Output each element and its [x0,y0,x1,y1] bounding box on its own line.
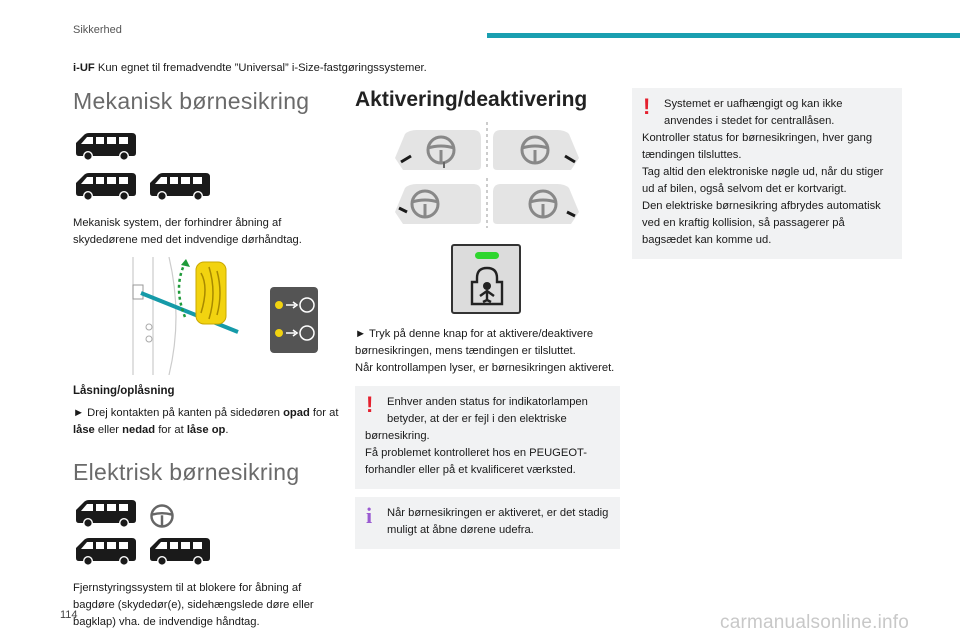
intro-text: Kun egnet til fremadvendte ”Universal” i-Size-fastgøringssystemer. [94,62,427,74]
door-switch-illustration [73,257,333,375]
child-lock-button[interactable] [451,244,521,314]
info-box-outside [355,497,620,549]
intro-line [73,60,427,76]
lock-unlock-instruction [73,405,343,439]
vehicle-icons-row2 [73,171,343,205]
text-fragment: for at [309,407,339,419]
indicator-lamp [475,252,499,259]
warning-text-3: Tag altid den elektroniske nøgle ud, når du stiger ud af bilen, også selvom det er kortvarigt. [642,166,884,195]
text-fragment: eller [94,424,123,436]
lock-unlock-heading: Låsning/oplåsning [73,385,175,397]
page-number: 114 [60,609,78,621]
info-icon: i [366,503,373,528]
bullet-arrow: ► [355,328,367,340]
warning-icon: ! [643,94,651,119]
warning-box-independent [632,88,902,259]
heading-mechanical-lock: Mekanisk børnesikring [73,88,310,114]
electric-description: Fjernstyringssystem til at blokere for åbning af bagdøre (skydedør(e), sidehængslede døre eller bagklap) vha. de indvendige håndtag. [73,582,314,628]
warning-text-2: Kontroller status for børnesikringen, hver gang tændingen tilsluttes. [642,132,873,161]
vehicle-icons-row4 [73,536,343,570]
text-fragment: . [225,424,229,436]
van-short-icon [73,498,139,530]
warning-text: Systemet er uafhængigt og kan ikke anvendes i stedet for centrallåsen. [664,98,843,127]
text-bold: låse op [186,424,226,436]
column-mechanical [73,88,343,631]
child-lock-icon [469,266,505,306]
warning-text-cont: børnesikring. [365,430,430,442]
info-text: Når børnesikringen er aktiveret, er det stadig muligt at åbne dørene udefra. [387,507,609,536]
vehicle-icons-row3 [73,498,343,532]
vehicle-icons-row1 [73,131,343,165]
section-accent-bar [487,33,960,38]
heading-electric-lock: Elektrisk børnesikring [73,459,300,485]
van-long-icon [147,536,213,568]
watermark: carmanualsonline.info [720,612,910,633]
mechanical-description: Mekanisk system, der forhindrer åbning af skydedørene med det indvendige dørhåndtag. [73,217,302,246]
warning-text: Enhver anden status for indikatorlampen betyder, at der er fejl i den elektriske [387,396,588,425]
steering-wheel-icon [145,502,179,530]
warning-icon: ! [366,392,374,417]
column-warnings [632,88,902,259]
text-bold: låse [73,424,95,436]
warning-box-status [355,386,620,489]
warning-text-4: Den elektriske børnesikring afbrydes automatisk ved en kraftig kollision, så passagerer på bagsædet kan komme ud. [642,200,881,246]
van-long-icon [73,171,139,203]
dashboard-steering-illustration [355,122,620,230]
instruction-text-2: Når kontrollampen lyser, er børnesikringen aktiveret. [355,362,615,374]
bullet-arrow: ► [73,407,85,419]
text-fragment: Drej kontakten på kanten på sidedøren [84,407,284,419]
activation-instruction [355,326,620,377]
instruction-text: Tryk på denne knap for at aktivere/deaktivere børnesikringen, mens tændingen er tilsluttet. [355,328,594,357]
van-short-icon [73,131,139,163]
warning-text-2: Få problemet kontrolleret hos en PEUGEOT-forhandler eller på et kvalificeret værksted. [365,447,587,476]
van-long-icon [147,171,213,203]
intro-code: i-UF [73,62,95,74]
heading-activation: Aktivering/deaktivering [355,88,588,111]
van-long-icon [73,536,139,568]
text-fragment: for at [155,424,187,436]
section-title: Sikkerhed [73,24,122,36]
column-activation [355,88,620,549]
text-bold: nedad [122,424,156,436]
text-bold: opad [283,407,310,419]
